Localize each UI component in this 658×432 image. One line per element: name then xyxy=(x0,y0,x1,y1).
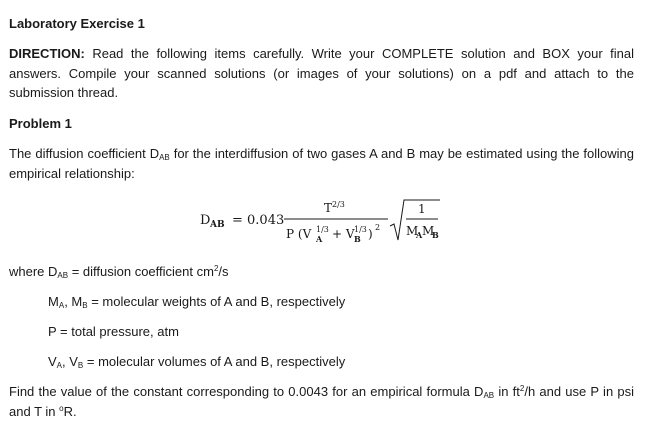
mv-text-a: V xyxy=(48,354,57,369)
eq-equals: = 0.043 xyxy=(232,213,285,228)
eq-sub-a: A xyxy=(316,234,323,244)
eq-root-num: 1 xyxy=(418,202,426,216)
mw-text-c: = molecular weights of A and B, respectively xyxy=(87,294,346,309)
intro-subscript: AB xyxy=(159,153,170,162)
mw-sub-a: A xyxy=(58,301,65,310)
problem-heading xyxy=(9,114,634,134)
eq-root-m2: M xyxy=(422,224,435,238)
mw-text-b: , M xyxy=(64,294,83,309)
direction-label: DIRECTION: xyxy=(9,46,85,61)
pressure-text: P = total pressure, atm xyxy=(48,324,179,339)
question-degree: o xyxy=(59,403,64,413)
question-text-d: R. xyxy=(63,403,77,419)
mv-sub-b: B xyxy=(77,361,84,370)
where-line-4 xyxy=(48,352,634,372)
page-title xyxy=(9,14,634,34)
eq-vexp-b: 1/3 xyxy=(354,225,367,234)
where-sub: AB xyxy=(57,271,69,280)
problem-intro xyxy=(9,144,634,183)
question-paragraph xyxy=(9,382,634,421)
mv-text-b: , V xyxy=(62,354,78,369)
eq-lhs-sub: AB xyxy=(210,220,225,230)
eq-plus: + V xyxy=(332,227,355,241)
eq-vexp-a: 1/3 xyxy=(316,225,329,234)
eq-root-sub-a: A xyxy=(416,230,423,240)
eq-root-sub-b: B xyxy=(432,230,439,240)
question-sup: 2 xyxy=(519,384,525,393)
where-sup: 2 xyxy=(213,264,219,273)
eq-close: ) xyxy=(368,227,373,241)
intro-text-b: for the interdiffusion of two gases A and B may be estimated using the following empirical relationship: xyxy=(9,146,635,181)
mw-text-a: M xyxy=(48,294,59,309)
intro-text-a: The diffusion coefficient D xyxy=(9,146,160,161)
eq-numerator-exp: 2/3 xyxy=(332,200,345,209)
question-text-c: /h and use P in psi and T in xyxy=(9,384,634,419)
direction-text: Read the following items carefully. Write your COMPLETE solution and BOX your final answers. Compile your scanned solutions (or images of your solutions) on a pdf and attach to the submission thread. xyxy=(9,46,634,100)
where-line-3 xyxy=(48,322,634,342)
question-text-b: in ft xyxy=(494,384,520,399)
direction-paragraph xyxy=(9,44,634,103)
where-line-1 xyxy=(9,262,634,282)
eq-denominator: P (V xyxy=(286,227,312,241)
eq-sub-b: B xyxy=(354,234,361,244)
where-text-c: /s xyxy=(218,264,229,279)
question-sub: AB xyxy=(483,391,495,400)
title-text: Laboratory Exercise 1 xyxy=(9,16,145,31)
where-text-b: = diffusion coefficient cm xyxy=(68,264,214,279)
mv-sub-a: A xyxy=(56,361,63,370)
eq-square: 2 xyxy=(375,223,381,232)
problem-heading-text: Problem 1 xyxy=(9,116,72,131)
eq-lhs: D xyxy=(200,213,211,228)
question-text-a: Find the value of the constant corresponding to 0.0043 for an empirical formula D xyxy=(9,384,484,399)
mw-sub-b: B xyxy=(82,301,88,310)
diffusion-equation xyxy=(200,196,460,254)
where-text-a: where D xyxy=(9,264,58,279)
eq-root-m1: M xyxy=(406,224,419,238)
mv-text-c: = molecular volumes of A and B, respectively xyxy=(83,354,346,369)
where-line-2 xyxy=(48,292,634,312)
eq-numerator: T xyxy=(324,201,333,215)
